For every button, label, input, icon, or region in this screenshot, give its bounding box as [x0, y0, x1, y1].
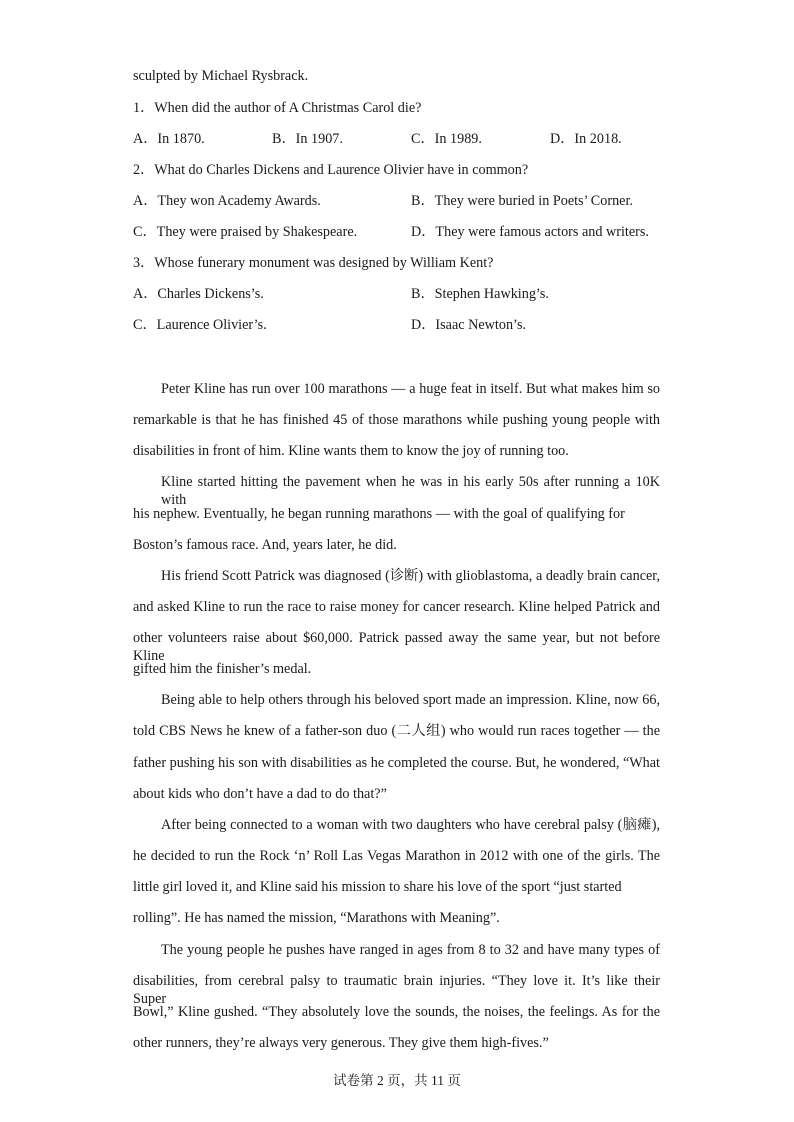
passage-line: and asked Kline to run the race to raise money for cancer research. Kline helped Patrick and — [133, 599, 660, 615]
passage-line: Peter Kline has run over 100 marathons — a huge feat in itself. But what makes him so — [161, 381, 660, 397]
passage-line: he decided to run the Rock ‘n’ Roll Las Vegas Marathon in 2012 with one of the girls. The — [133, 848, 660, 864]
passage-line: Being able to help others through his beloved sport made an impression. Kline, now 66, — [161, 692, 660, 708]
question-2-option-c: C．They were praised by Shakespeare. — [133, 224, 358, 240]
page-footer: 试卷第 2 页，共 11 页 — [333, 1073, 461, 1088]
passage-line: disabilities, from cerebral palsy to traumatic brain injuries. “They love it. It’s like their Super — [133, 973, 660, 1007]
question-3-option-c: C．Laurence Olivier’s. — [133, 317, 267, 333]
passage-line: told CBS News he knew of a father-son duo (二人组) who would run races together — the — [133, 723, 660, 739]
passage-line: After being connected to a woman with two daughters who have cerebral palsy (脑瘫), — [161, 817, 660, 833]
question-1-option-a: A．In 1870. — [133, 131, 205, 147]
question-1-option-d: D．In 2018. — [550, 131, 622, 147]
passage-line: His friend Scott Patrick was diagnosed (诊断) with glioblastoma, a deadly brain cancer, — [161, 568, 660, 584]
question-3-option-b: B．Stephen Hawking’s. — [411, 286, 549, 302]
question-2-option-b: B．They were buried in Poets’ Corner. — [411, 193, 633, 209]
question-1-option-c: C．In 1989. — [411, 131, 482, 147]
passage-line: other volunteers raise about $60,000. Patrick passed away the same year, but not before Kline — [133, 630, 660, 664]
passage-line: remarkable is that he has finished 45 of those marathons while pushing young people with — [133, 412, 660, 428]
question-1-stem: 1．When did the author of A Christmas Carol die? — [133, 100, 422, 116]
passage-line: gifted him the finisher’s medal. — [133, 661, 312, 677]
passage-line: Bowl,” Kline gushed. “They absolutely love the sounds, the noises, the feelings. As for the — [133, 1004, 660, 1020]
passage-line: little girl loved it, and Kline said his mission to share his love of the sport “just started — [133, 879, 622, 895]
question-2-option-d: D．They were famous actors and writers. — [411, 224, 649, 240]
question-3-stem: 3．Whose funerary monument was designed by William Kent? — [133, 255, 494, 271]
question-3-option-a: A．Charles Dickens’s. — [133, 286, 264, 302]
passage-line: father pushing his son with disabilities as he completed the course. But, he wondered, “What — [133, 755, 660, 771]
intro-fragment: sculpted by Michael Rysbrack. — [133, 68, 309, 84]
passage-line: Boston’s famous race. And, years later, he did. — [133, 537, 397, 553]
question-2-option-a: A．They won Academy Awards. — [133, 193, 321, 209]
passage-line: about kids who don’t have a dad to do that?” — [133, 786, 387, 802]
passage-line: his nephew. Eventually, he began running marathons — with the goal of qualifying for — [133, 506, 625, 522]
passage-line: The young people he pushes have ranged in ages from 8 to 32 and have many types of — [161, 942, 660, 958]
passage-line: disabilities in front of him. Kline wants them to know the joy of running too. — [133, 443, 569, 459]
passage-line: Kline started hitting the pavement when he was in his early 50s after running a 10K with — [161, 474, 660, 508]
passage-line: other runners, they’re always very generous. They give them high-fives.” — [133, 1035, 549, 1051]
passage-line: rolling”. He has named the mission, “Marathons with Meaning”. — [133, 910, 500, 926]
question-3-option-d: D．Isaac Newton’s. — [411, 317, 527, 333]
question-2-stem: 2．What do Charles Dickens and Laurence Olivier have in common? — [133, 162, 529, 178]
question-1-option-b: B．In 1907. — [272, 131, 343, 147]
